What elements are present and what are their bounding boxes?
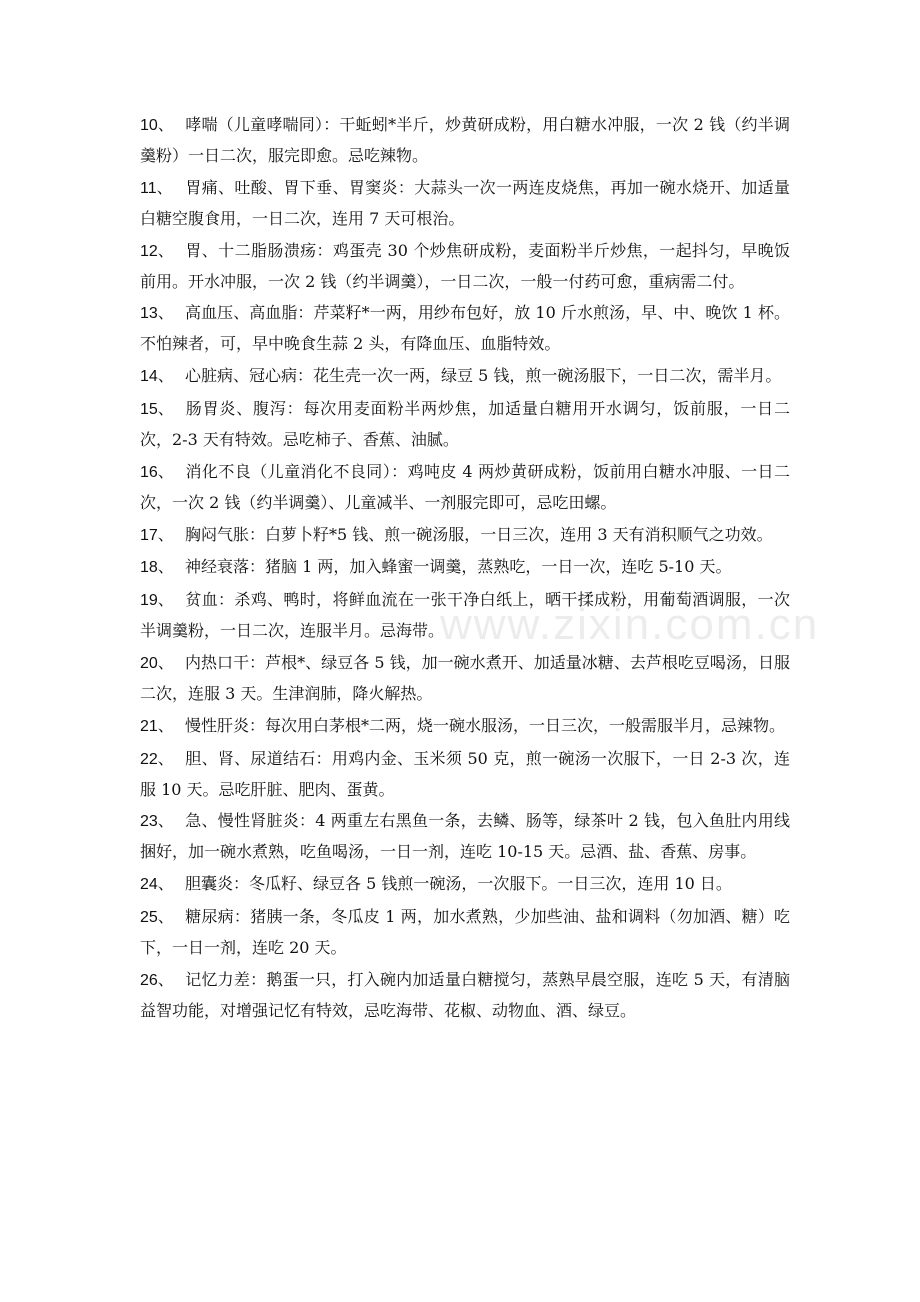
entry-text: 胃、十二脂肠溃疡：鸡蛋壳 30 个炒焦研成粉，麦面粉半斤炒焦，一起抖匀，早晚饭前用。开水冲服，一次 2 钱（约半调羹），一日二次，一般一付药可愈，重病需二付。 [140, 240, 790, 291]
remedy-entry [140, 965, 790, 1026]
remedy-entry [140, 110, 790, 171]
remedy-entry [140, 394, 790, 455]
entry-number: 26、 [140, 971, 174, 989]
remedy-entry [140, 711, 790, 742]
remedy-entry [140, 361, 790, 392]
remedy-entry [140, 585, 790, 646]
remedy-entry [140, 869, 790, 900]
entry-text: 胃痛、吐酸、胃下垂、胃窦炎：大蒜头一次一两连皮烧焦，再加一碗水烧开、加适量白糖空腹食用，一日二次，连用 7 天可根治。 [140, 177, 790, 228]
entry-number: 18、 [140, 559, 174, 577]
entry-text: 慢性肝炎：每次用白茅根*二两，烧一碗水服汤，一日三次，一般需服半月，忌辣物。 [185, 715, 786, 735]
entry-text: 急、慢性肾脏炎：4 两重左右黑鱼一条，去鳞、肠等，绿茶叶 2 钱，包入鱼肚内用线捆好，加一碗水煮熟，吃鱼喝汤，一日一剂，连吃 10-15 天。忌酒、盐、香蕉、房事。 [140, 811, 790, 862]
entry-text: 内热口干：芦根*、绿豆各 5 钱，加一碗水煮开、加适量冰糖、去芦根吃豆喝汤，日服二次，连服 3 天。生津润肺，降火解热。 [140, 652, 790, 703]
entry-number: 15、 [140, 400, 174, 418]
entry-number: 17、 [140, 526, 174, 544]
entry-text: 胆囊炎：冬瓜籽、绿豆各 5 钱煎一碗汤，一次服下。一日三次，连用 10 日。 [185, 874, 732, 894]
entry-text: 神经衰落：猪脑 1 两，加入蜂蜜一调羹，蒸熟吃，一日一次，连吃 5-10 天。 [185, 557, 732, 577]
remedy-entry [140, 902, 790, 963]
entry-number: 12、 [140, 242, 174, 260]
entry-number: 23、 [140, 813, 174, 831]
entry-text: 胸闷气胀：白萝卜籽*5 钱、煎一碗汤服，一日三次，连用 3 天有消积顺气之功效。 [185, 524, 773, 544]
entry-number: 25、 [140, 908, 174, 926]
entry-number: 21、 [140, 717, 174, 735]
remedy-entry [140, 457, 790, 518]
entry-text: 糖尿病：猪胰一条，冬瓜皮 1 两，加水煮熟，少加些油、盐和调料（勿加酒、糖）吃下，一日一剂，连吃 20 天。 [140, 906, 790, 957]
remedy-entry [140, 298, 790, 359]
entry-text: 胆、肾、尿道结石：用鸡内金、玉米须 50 克，煎一碗汤一次服下，一日 2-3 次，连服 10 天。忌吃肝脏、肥肉、蛋黄。 [140, 748, 790, 799]
entry-number: 20、 [140, 654, 174, 672]
entry-number: 16、 [140, 463, 174, 481]
remedy-entry [140, 236, 790, 297]
entry-text: 哮喘（儿童哮喘同）：干蚯蚓*半斤，炒黄研成粉，用白糖水冲服，一次 2 钱（约半调羹粉）一日二次，服完即愈。忌吃辣物。 [140, 115, 790, 165]
remedy-entry [140, 552, 790, 583]
remedy-entry [140, 520, 790, 551]
entry-text: 消化不良（儿童消化不良同）：鸡吨皮 4 两炒黄研成粉，饭前用白糖水冲服、一日二次，一次 2 钱（约半调羹）、儿童减半、一剂服完即可，忌吃田螺。 [140, 461, 790, 512]
entry-text: 肠胃炎、腹泻：每次用麦面粉半两炒焦，加适量白糖用开水调匀，饭前服，一日二次，2-3 天有特效。忌吃柿子、香蕉、油腻。 [140, 398, 790, 449]
entry-text: 记忆力差：鹅蛋一只，打入碗内加适量白糖搅匀，蒸熟早晨空服，连吃 5 天，有清脑益智功能，对增强记忆有特效，忌吃海带、花椒、动物血、酒、绿豆。 [140, 969, 790, 1020]
entry-number: 24、 [140, 876, 174, 894]
entry-text: 贫血：杀鸡、鸭时，将鲜血流在一张干净白纸上，晒干揉成粉，用葡萄酒调服，一次半调羹粉，一日二次，连服半月。忌海带。 [140, 590, 790, 641]
remedy-list [140, 110, 790, 1028]
entry-number: 14、 [140, 368, 174, 386]
remedy-entry [140, 173, 790, 234]
remedy-entry [140, 806, 790, 867]
entry-text: 心脏病、冠心病：花生壳一次一两，绿豆 5 钱，煎一碗汤服下，一日二次，需半月。 [185, 366, 782, 386]
watermark: www.zixin.com.cn [440, 600, 820, 649]
entry-number: 19、 [140, 592, 174, 610]
entry-number: 11、 [140, 179, 173, 197]
remedy-entry [140, 648, 790, 709]
entry-number: 22、 [140, 750, 174, 768]
entry-number: 10、 [140, 117, 174, 134]
remedy-entry [140, 744, 790, 805]
entry-text: 高血压、高血脂：芹菜籽*一两，用纱布包好，放 10 斤水煎汤，早、中、晚饮 1 杯。不怕辣者，可，早中晚食生蒜 2 头，有降血压、血脂特效。 [140, 303, 790, 354]
entry-number: 13、 [140, 305, 174, 323]
